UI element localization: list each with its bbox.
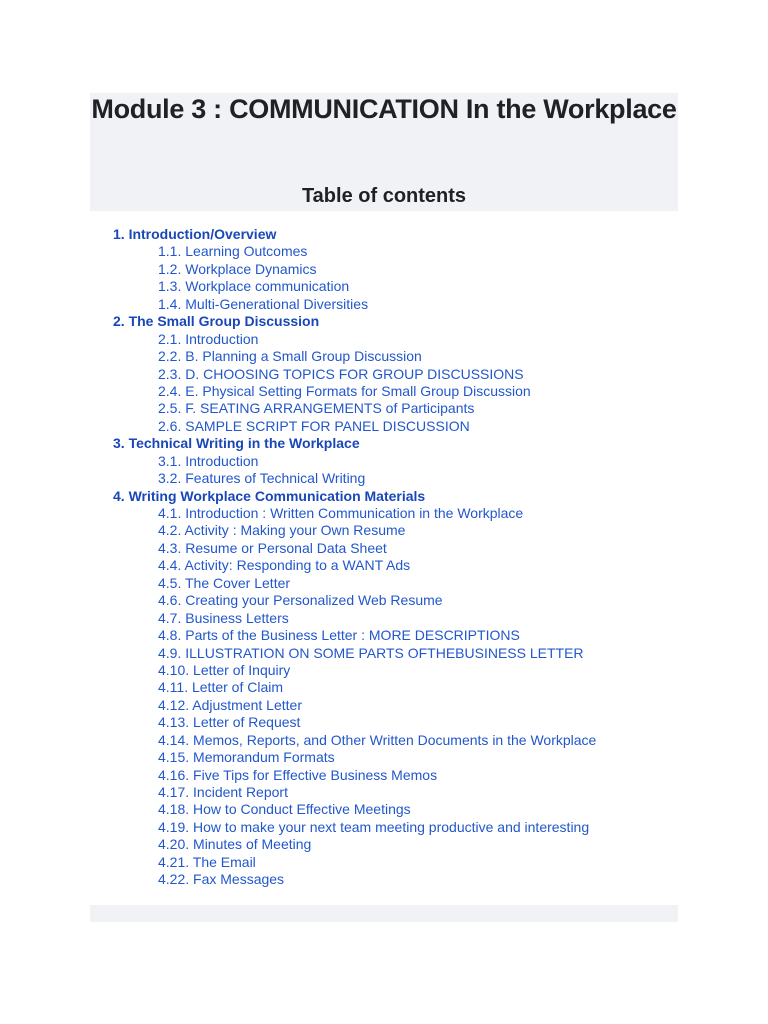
toc-item-4-22[interactable]: 4.22. Fax Messages <box>158 871 285 888</box>
toc-item-4-17[interactable]: 4.17. Incident Report <box>158 784 288 800</box>
toc-item-3-1[interactable]: 3.1. Introduction <box>158 452 259 469</box>
toc-item-4-12[interactable]: 4.12. Adjustment Letter <box>158 696 302 713</box>
toc-item-4-20[interactable]: 4.20. Minutes of Meeting <box>158 836 312 853</box>
toc-item-4-13[interactable]: 4.13. Letter of Request <box>158 714 301 731</box>
toc-item-4-14[interactable]: 4.14. Memos, Reports, and Other Written Documents in the Workplace <box>158 731 597 748</box>
toc-item-1-2[interactable]: 1.2. Workplace Dynamics <box>158 260 317 277</box>
toc-section-3[interactable]: 3. Technical Writing in the Workplace <box>113 435 360 452</box>
toc-item-2-2[interactable]: 2.2. B. Planning a Small Group Discussion <box>158 348 422 365</box>
toc-item-4-3[interactable]: 4.3. Resume or Personal Data Sheet <box>158 539 387 556</box>
toc-heading: Table of contents <box>301 185 467 207</box>
toc-item-4-6[interactable]: 4.6. Creating your Personalized Web Resume <box>158 592 443 609</box>
toc-item-4-10[interactable]: 4.10. Letter of Inquiry <box>158 661 291 678</box>
toc-item-2-5[interactable]: 2.5. F. SEATING ARRANGEMENTS of Participants <box>158 400 475 417</box>
toc-item-2-4[interactable]: 2.4. E. Physical Setting Formats for Small Group Discussion <box>158 382 531 399</box>
toc-item-4-7[interactable]: 4.7. Business Letters <box>158 609 289 626</box>
table-of-contents <box>113 226 673 889</box>
toc-item-2-3[interactable]: 2.3. D. CHOOSING TOPICS FOR GROUP DISCUSSIONS <box>158 365 524 382</box>
toc-item-4-18[interactable]: 4.18. How to Conduct Effective Meetings <box>158 801 411 818</box>
toc-item-2-1[interactable]: 2.1. Introduction <box>158 330 259 347</box>
toc-item-4-4[interactable]: 4.4. Activity: Responding to a WANT Ads <box>158 557 411 574</box>
toc-item-4-19[interactable]: 4.19. How to make your next team meeting productive and interesting <box>158 818 590 835</box>
toc-item-4-16[interactable]: 4.16. Five Tips for Effective Business Memos <box>158 766 438 783</box>
toc-section-1[interactable]: 1. Introduction/Overview <box>113 226 277 242</box>
toc-section-4[interactable]: 4. Writing Workplace Communication Materials <box>113 487 426 504</box>
toc-item-4-11[interactable]: 4.11. Letter of Claim <box>158 679 284 696</box>
document-title: Module 3 : COMMUNICATION In the Workplace <box>91 94 677 124</box>
toc-item-4-2[interactable]: 4.2. Activity : Making your Own Resume <box>158 522 406 539</box>
footer-divider-box <box>90 905 678 922</box>
toc-item-2-6[interactable]: 2.6. SAMPLE SCRIPT FOR PANEL DISCUSSION <box>158 417 470 434</box>
toc-item-4-5[interactable]: 4.5. The Cover Letter <box>158 574 291 591</box>
toc-item-1-4[interactable]: 1.4. Multi-Generational Diversities <box>158 295 369 312</box>
toc-item-4-8[interactable]: 4.8. Parts of the Business Letter : MORE DESCRIPTIONS <box>158 627 520 644</box>
toc-item-4-21[interactable]: 4.21. The Email <box>158 853 256 870</box>
toc-item-4-9[interactable]: 4.9. ILLUSTRATION ON SOME PARTS OFTHEBUSINESS LETTER <box>158 644 584 661</box>
toc-item-1-1[interactable]: 1.1. Learning Outcomes <box>158 243 308 260</box>
toc-item-4-15[interactable]: 4.15. Memorandum Formats <box>158 749 335 766</box>
toc-item-4-1[interactable]: 4.1. Introduction : Written Communication in the Workplace <box>158 505 524 521</box>
toc-item-3-2[interactable]: 3.2. Features of Technical Writing <box>158 470 366 487</box>
toc-section-2[interactable]: 2. The Small Group Discussion <box>113 313 320 330</box>
toc-item-1-3[interactable]: 1.3. Workplace communication <box>158 278 350 295</box>
